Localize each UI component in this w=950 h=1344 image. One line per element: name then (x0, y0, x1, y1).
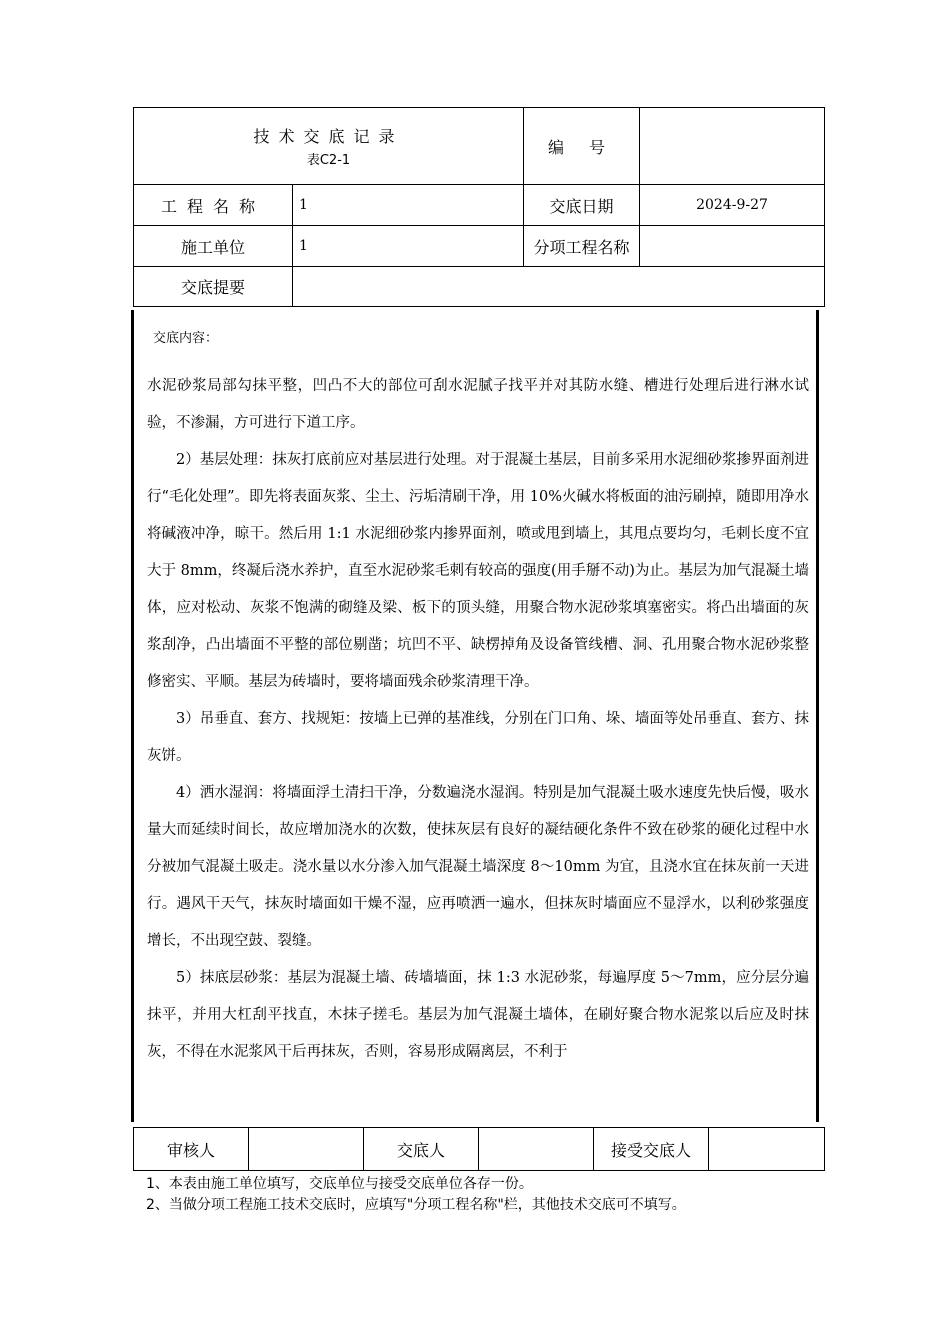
note-item: 1、本表由施工单位填写，交底单位与接受交底单位各存一份。 (146, 1176, 533, 1192)
note-item: 2、当做分项工程施工技术交底时，应填写"分项工程名称"栏，其他技术交底可不填写。 (146, 1197, 686, 1213)
number-value[interactable] (640, 108, 825, 185)
receiver-value[interactable] (709, 1128, 825, 1171)
signature-table (133, 1127, 825, 1171)
content-paragraph: 水泥砂浆局部勾抹平整，凹凸不大的部位可刮水泥腻子找平并对其防水缝、槽进行处理后进行淋水试验，不渗漏，方可进行下道工序。 (147, 378, 809, 431)
builder-value[interactable]: 1 (293, 226, 524, 267)
subitem-label: 分项工程名称 (524, 226, 640, 267)
project-name-value[interactable]: 1 (293, 185, 524, 226)
summary-value[interactable] (293, 267, 825, 307)
content-paragraph: 2）基层处理：抹灰打底前应对基层进行处理。对于混凝土基层，目前多采用水泥细砂浆掺界面剂进行“毛化处理”。即先将表面灰浆、尘土、污垢清刷干净，用 10%火碱水将板面的油污刷掉，随即用净水将碱液冲净，晾干。然后用 1:1 水泥细砂浆内掺界面剂，喷或甩到墙上，其甩点要均匀，毛刺长度不宜大于 8mm，终凝后浇水养护，直至水泥砂浆毛刺有较高的强度(用手掰不动)为止。基层为加气混凝土墙体，应对松动、灰浆不饱满的砌缝及梁、板下的顶头缝，用聚合物水泥砂浆填塞密实。将凸出墙面的灰浆刮净，凸出墙面不平整的部位剔凿；坑凹不平、缺楞掉角及设备管线槽、洞、孔用聚合物水泥砂浆整修密实、平顺。基层为砖墙时，要将墙面残余砂浆清理干净。 (147, 452, 809, 690)
date-label: 交底日期 (524, 185, 640, 226)
builder-label: 施工单位 (134, 226, 293, 267)
title-cell (134, 108, 524, 185)
notes (146, 1174, 686, 1216)
date-value[interactable]: 2024-9-27 (640, 185, 825, 226)
summary-label: 交底提要 (134, 267, 293, 307)
discloser-value[interactable] (479, 1128, 594, 1171)
form-title: 技术交底记录 (253, 127, 404, 146)
receiver-label: 接受交底人 (594, 1128, 709, 1171)
disclosure-content (131, 310, 819, 1122)
project-name-label: 工程名称 (134, 185, 293, 226)
discloser-label: 交底人 (364, 1128, 479, 1171)
number-label: 编 号 (524, 108, 640, 185)
content-paragraph: 4）洒水湿润：将墙面浮土清扫干净，分数遍浇水湿润。特别是加气混凝土吸水速度先快后慢，吸水量大而延续时间长，故应增加浇水的次数，使抹灰层有良好的凝结硬化条件不致在砂浆的硬化过程中水分被加气混凝土吸走。浇水量以水分渗入加气混凝土墙深度 8～10mm 为宜，且浇水宜在抹灰前一天进行。遇风干天气，抹灰时墙面如干燥不湿，应再喷洒一遍水，但抹灰时墙面应不显浮水，以利砂浆强度增长，不出现空鼓、裂缝。 (147, 785, 809, 949)
header-table (133, 107, 825, 307)
reviewer-value[interactable] (249, 1128, 364, 1171)
content-paragraph: 3）吊垂直、套方、找规矩：按墙上已弹的基准线，分别在门口角、垛、墙面等处吊垂直、套方、抹灰饼。 (147, 711, 809, 764)
content-body (147, 368, 809, 1071)
subitem-value[interactable] (640, 226, 825, 267)
content-paragraph: 5）抹底层砂浆：基层为混凝土墙、砖墙墙面，抹 1:3 水泥砂浆，每遍厚度 5～7mm，应分层分遍抹平，并用大杠刮平找直，木抹子搓毛。基层为加气混凝土墙体，在刷好聚合物水泥浆以后应及时抹灰，不得在水泥浆风干后再抹灰，否则，容易形成隔离层，不利于 (147, 970, 809, 1060)
reviewer-label: 审核人 (134, 1128, 249, 1171)
content-title: 交底内容： (153, 331, 219, 346)
form-number: 表C2-1 (306, 153, 351, 168)
